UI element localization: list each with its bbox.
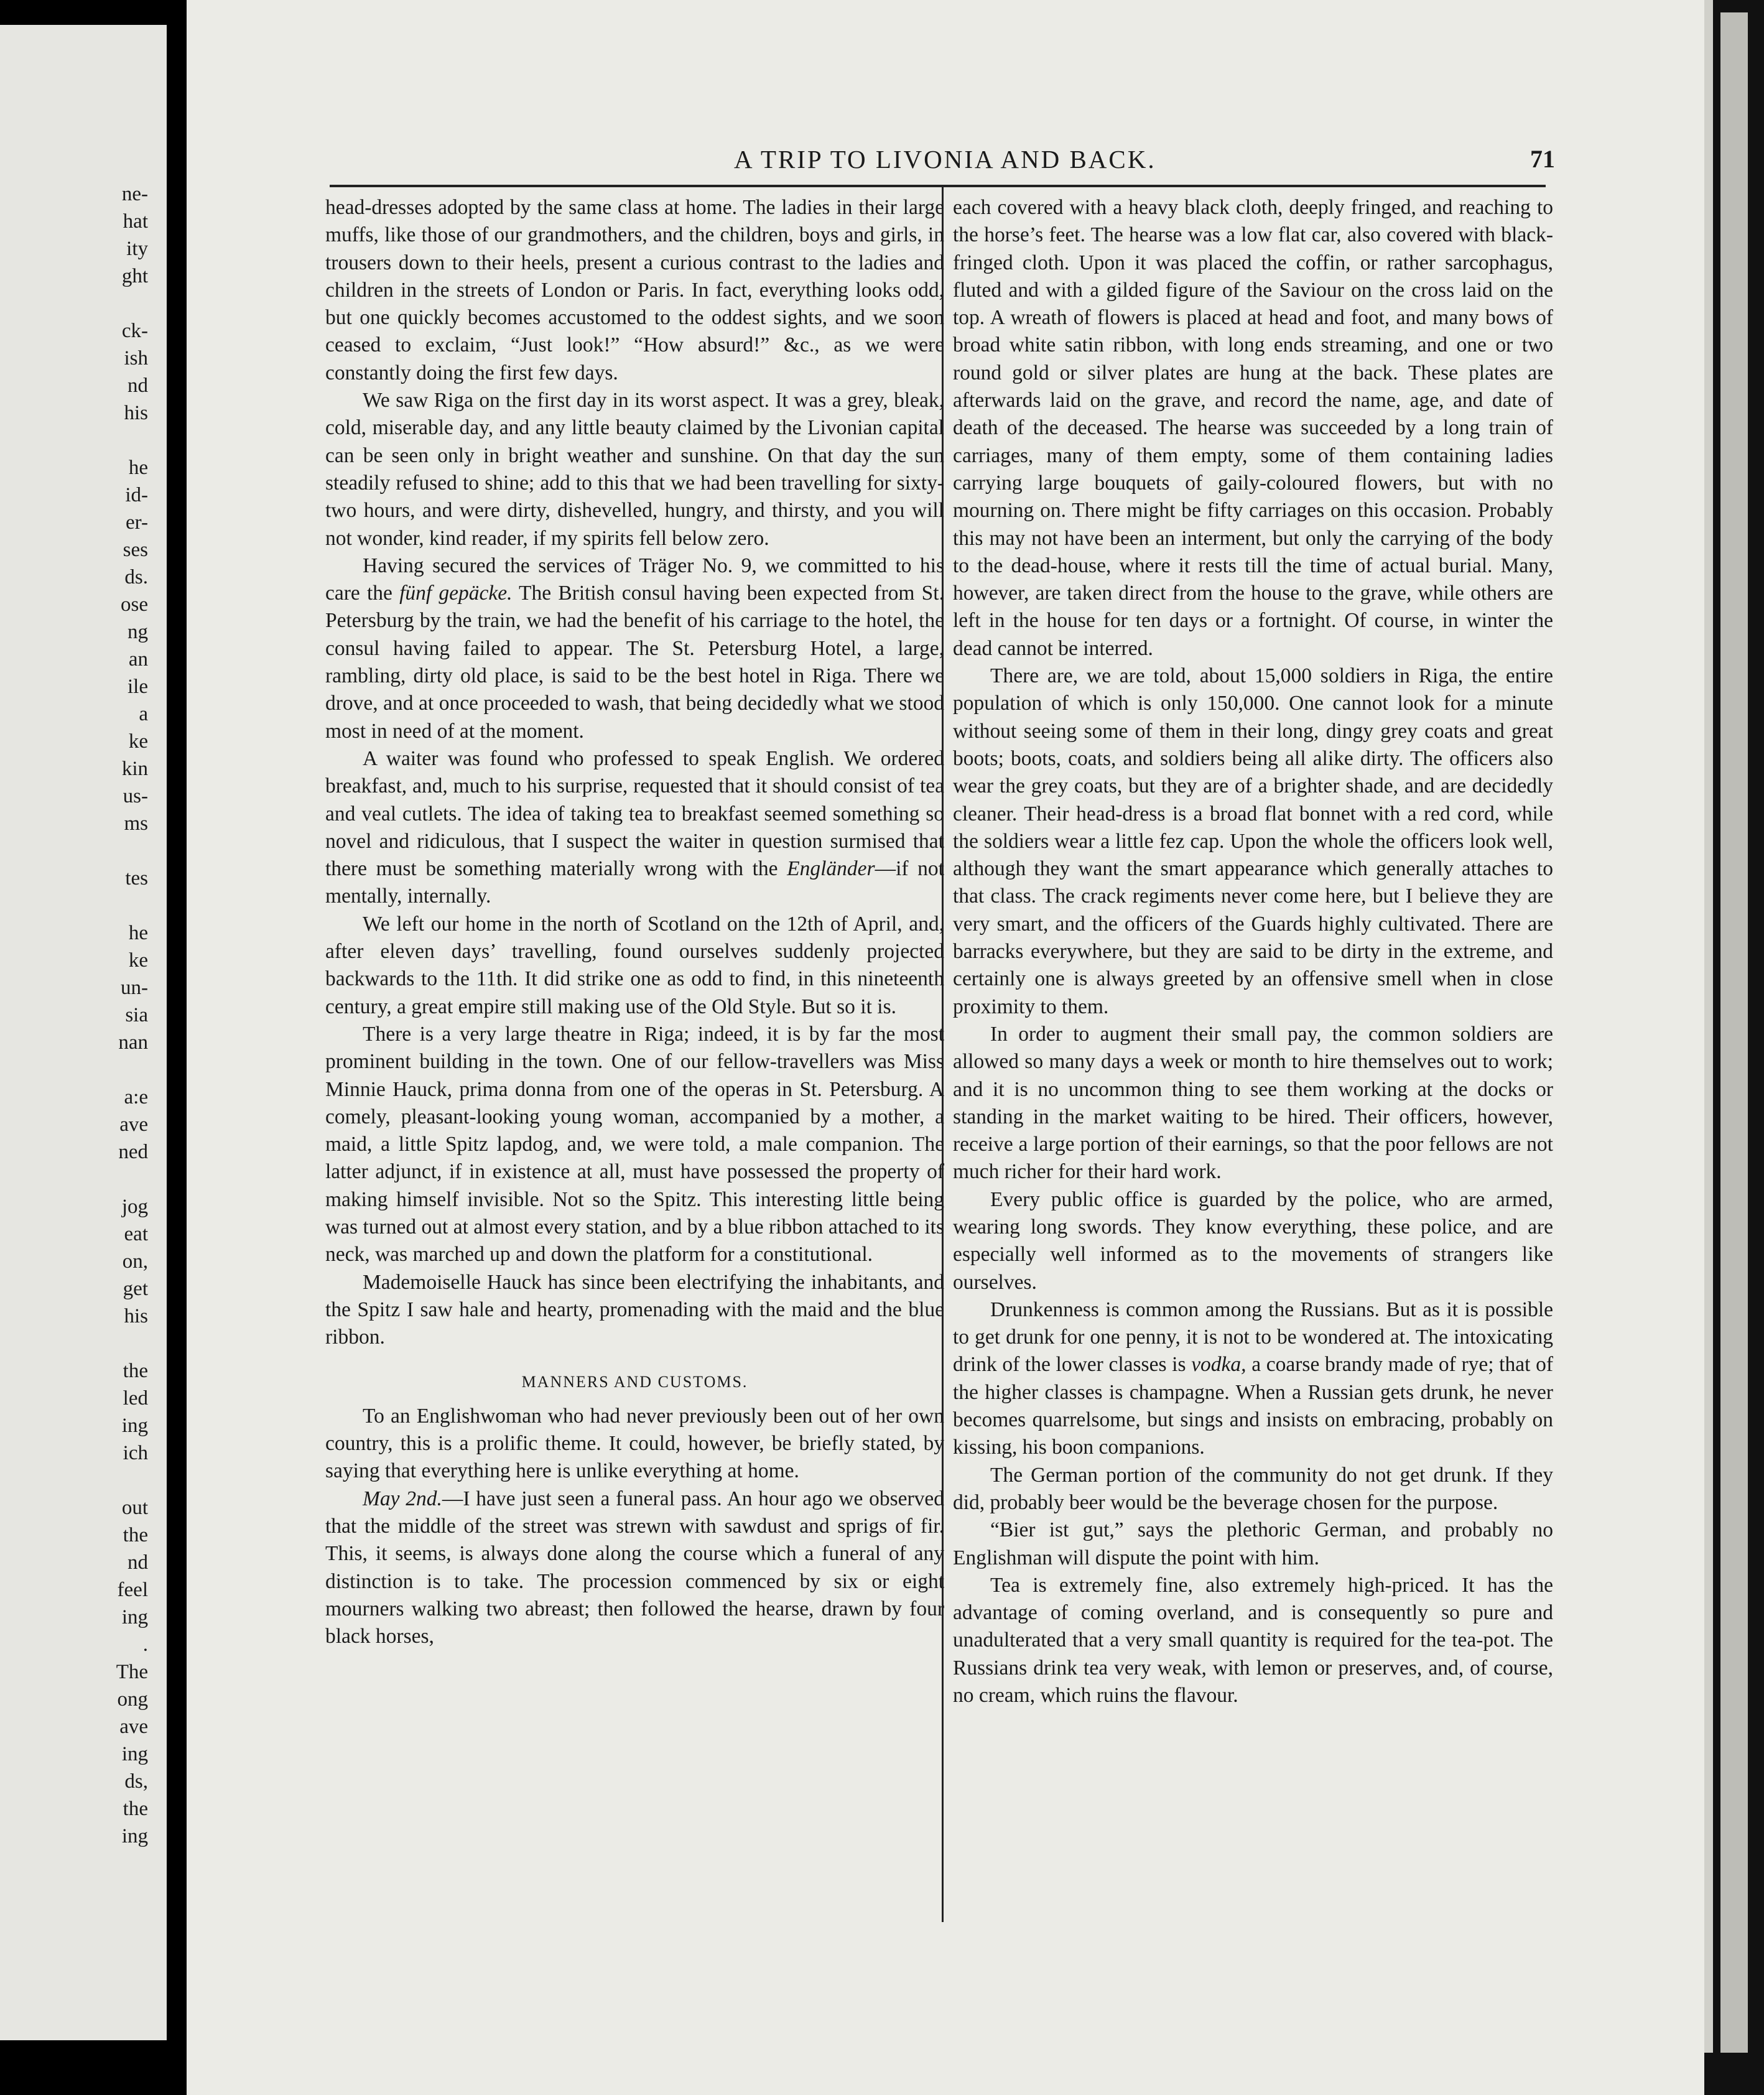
italic-word: vodka, xyxy=(1191,1353,1246,1377)
previous-page-fragment: his xyxy=(124,402,148,424)
previous-page-fragment: feel xyxy=(117,1579,148,1601)
previous-page-fragment: eat xyxy=(124,1223,148,1245)
previous-page-fragment: ing xyxy=(121,1825,148,1847)
previous-page-fragment: a:e xyxy=(124,1086,148,1108)
previous-page-fragment: jog xyxy=(121,1196,148,1218)
previous-page-fragment: led xyxy=(123,1387,148,1410)
previous-page-fragment: he xyxy=(128,457,148,479)
paragraph: head-dresses adopted by the same class at home. The ladies in their large muffs, like those of our grandmothers, and the children, boys and girls, in trousers down to their heels, present a curious contrast to the ladies and children in the streets of London or Paris. In fact, everything looks odd, but one quickly becomes accustomed to the oddest sights, and we soon ceased to exclaim, “Just look!” “How absurd!” &c., as we were constantly doing the first few days. xyxy=(325,196,944,384)
previous-page-fragment: id- xyxy=(125,484,148,506)
paragraph: Every public office is guarded by the police, who are armed, wearing long swords. They know everything, these police, and are especially well informed as to the movements of strangers like ourselves. xyxy=(953,1187,1553,1294)
previous-page-fragment: ing xyxy=(121,1414,148,1437)
previous-page-fragment: ght xyxy=(121,265,148,287)
left-column xyxy=(325,194,944,1650)
paragraph: We left our home in the north of Scotland on the 12th of April, and, after eleven days’ travelling, found ourselves suddenly projected backwards to the 11th. It did strike one as odd to find, in this nineteenth century, a great empire still making use of the Old Style. But so it is. xyxy=(325,912,944,1018)
previous-page-fragment: ich xyxy=(123,1442,148,1464)
previous-page-fragment: . xyxy=(142,1633,148,1656)
previous-page-edge xyxy=(0,25,167,2040)
previous-page-fragment: his xyxy=(124,1305,148,1327)
previous-page-fragment: out xyxy=(121,1497,148,1519)
paragraph: Drunkenness is common among the Russians. But as it is possible to get drunk for one penny, it is not to be wondered at. The intoxicating drink of the lower classes is vodka, a coarse brandy made of rye; that of the higher classes is champagne. When a Russian gets drunk, he never becomes quarrelsome, but sings and insists on embracing, probably on kissing, his boon companions. xyxy=(953,1298,1553,1459)
previous-page-fragment: ck- xyxy=(121,320,148,342)
previous-page-fragment: ses xyxy=(123,539,148,561)
previous-page-fragment: kin xyxy=(121,758,148,780)
page-number: 71 xyxy=(1530,145,1555,173)
previous-page-fragment: an xyxy=(128,648,148,671)
previous-page-fragment: ile xyxy=(128,676,148,698)
paragraph: Tea is extremely fine, also extremely high-priced. It has the advantage of coming overland, and is consequently so pure and unadulterated that a very small quantity is required for the tea-pot. The Russians drink tea very weak, with lemon or preserves, and, of course, no cream, which ruins the flavour. xyxy=(953,1573,1553,1707)
previous-page-fragment: ose xyxy=(121,593,148,616)
previous-page-fragment: a xyxy=(139,703,148,725)
previous-page-fragment: ke xyxy=(128,949,148,972)
paragraph: We saw Riga on the first day in its worst aspect. It was a grey, bleak, cold, miserable day, and any little beauty claimed by the Livonian capital can be seen only in bright weather and sunshine. On that day the sun steadily refused to shine; add to this that we had been travelling for sixty-two hours, and were dirty, dishevelled, hungry, and thirsty, and you will not wonder, kind reader, if my spirits fell below zero. xyxy=(325,389,944,550)
previous-page-fragment: nd xyxy=(128,374,148,397)
previous-page-fragment: The xyxy=(116,1661,148,1683)
paragraph: “Bier ist gut,” says the plethoric German, and probably no Englishman will dispute the point with him. xyxy=(953,1518,1553,1569)
previous-page-fragment: ned xyxy=(118,1141,148,1163)
running-title: A TRIP TO LIVONIA AND BACK. xyxy=(734,145,1156,174)
previous-page-fragment: ish xyxy=(124,347,148,369)
italic-phrase: fünf gepäcke. xyxy=(399,582,513,605)
previous-page-fragment: nan xyxy=(118,1031,148,1054)
previous-page-fragment: get xyxy=(123,1278,148,1300)
previous-page-fragment: ity xyxy=(126,238,148,260)
paragraph: There is a very large theatre in Riga; indeed, it is by far the most prominent building in the town. One of our fellow-travellers was Miss Minnie Hauck, prima donna from one of the operas in St. Petersburg. A comely, pleasant-looking young woman, accompanied by a mother, a maid, a little Spitz lapdog, and, we were told, a male companion. The latter adjunct, if in existence at all, must have possessed the property of making himself invisible. Not so the Spitz. This interesting little being was turned out at almost every station, and by a blue ribbon attached to its neck, was marched up and down the platform for a constitutional. xyxy=(325,1022,944,1266)
previous-page-fragment: sia xyxy=(125,1004,148,1026)
previous-page-fragment: the xyxy=(123,1524,148,1546)
previous-page-fragment: nd xyxy=(128,1551,148,1574)
previous-page-fragment: ing xyxy=(121,1606,148,1628)
paragraph: Having secured the services of Träger No. 9, we committed to his care the fünf gepäcke. The British consul having been expected from St. Petersburg by the train, we had the benefit of his carriage to the hotel, the consul having failed to appear. The St. Petersburg Hotel, a large, rambling, dirty old place, is said to be the best hotel in Riga. There we drove, and at once proceeded to wash, that being decidedly what we stood most in need of at the moment. xyxy=(325,554,944,743)
paragraph: each covered with a heavy black cloth, deeply fringed, and reaching to the horse’s feet. The hearse was a low flat car, also covered with black-fringed cloth. Upon it was placed the coffin, or rather sarcophagus, fluted and with a gilded figure of the Saviour on the cross laid on the top. A wreath of flowers is placed at head and foot, and many bows of broad white satin ribbon, with long ends streaming, and one or two round gold or silver plates are hung at the back. These plates are afterwards laid on the grave, and record the name, age, and date of death of the deceased. The hearse was succeeded by a long train of carriages, many of them empty, some of them containing ladies carrying large bouquets of gaily-coloured flowers, but with no mourning on. There might be fifty carriages on this occasion. Probably this may not have been an interment, but only the carrying of the body to the dead-house, where it rests till the time of actual burial. Many, however, are taken direct from the house to the grave, while others are left in the house for ten days or a fortnight. Of course, in winter the dead cannot be interred. xyxy=(953,196,1553,660)
section-heading: MANNERS AND CUSTOMS. xyxy=(521,1373,748,1391)
previous-page-fragment: ave xyxy=(119,1113,148,1136)
paragraph: May 2nd.—I have just seen a funeral pass. An hour ago we observed that the middle of the street was strewn with sawdust and sprigs of fir. This, it seems, is always done along the course which a funeral of any distinction is to take. The procession commenced by six or eight mourners walking two abreast; then followed the hearse, drawn by four black horses, xyxy=(325,1487,944,1648)
previous-page-fragment: ng xyxy=(128,621,148,643)
previous-page-fragment: on, xyxy=(122,1250,148,1273)
previous-page-fragment: ms xyxy=(124,812,148,835)
previous-page-fragment: ne- xyxy=(121,183,148,205)
previous-page-fragment: un- xyxy=(121,977,148,999)
previous-page-fragment: er- xyxy=(126,511,148,534)
previous-page-fragment: hat xyxy=(123,210,148,233)
previous-page-fragment: the xyxy=(123,1798,148,1820)
previous-page-fragment: ds. xyxy=(124,566,148,588)
previous-page-fragment: ing xyxy=(121,1743,148,1765)
paragraph: A waiter was found who professed to speak English. We ordered breakfast, and, much to his surprise, requested that it should consist of tea and veal cutlets. The idea of taking tea to breakfast seemed something so novel and ridiculous, that I suspect the waiter in question surmised that there must be something materially wrong with the Engländer—if not mentally, internally. xyxy=(325,746,944,908)
book-edge xyxy=(1704,0,1764,2095)
previous-page-fragment: ke xyxy=(128,730,148,753)
italic-phrase: Engländer xyxy=(787,857,875,881)
previous-page-fragment: ave xyxy=(119,1716,148,1738)
header-rule xyxy=(330,185,1546,187)
previous-page-fragment: us- xyxy=(123,785,148,807)
previous-page-fragment: tes xyxy=(125,867,148,890)
date-heading: May 2nd. xyxy=(363,1487,442,1510)
previous-page-fragment: ds, xyxy=(124,1770,148,1793)
right-column xyxy=(953,194,1553,1709)
paragraph: The German portion of the community do not get drunk. If they did, probably beer would be the beverage chosen for the purpose. xyxy=(953,1463,1553,1514)
previous-page-fragment: ong xyxy=(117,1688,148,1711)
previous-page-fragment: the xyxy=(123,1360,148,1382)
paragraph: Mademoiselle Hauck has since been electrifying the inhabitants, and the Spitz I saw hale and hearty, promenading with the maid and the blue ribbon. xyxy=(325,1270,944,1349)
paragraph: There are, we are told, about 15,000 soldiers in Riga, the entire population of which is only 150,000. One cannot look for a minute without seeing some of them in their long, dingy grey coats and great boots; boots, coats, and soldiers being all alike dirty. The officers also wear the grey coats, but they are of a brighter shade, and are decidedly cleaner. Their head-dress is a broad flat bonnet with a red cord, while the soldiers wear a little fez cap. Upon the whole the officers look well, although they want the smart appearance which generally attaches to that class. The crack regiments never come here, but I believe they are very smart, and the officers of the Guards highly cultivated. There are barracks everywhere, but they are said to be dirty in the extreme, and certainly one is always greeted by an offensive smell when in close proximity to them. xyxy=(953,664,1553,1018)
paragraph: To an Englishwoman who had never previously been out of her own country, this is a prolific theme. It could, however, be briefly stated, by saying that everything here is unlike everything at home. xyxy=(325,1404,944,1483)
paragraph: In order to augment their small pay, the common soldiers are allowed so many days a week or month to hire themselves out to work; and it is no uncommon thing to see them working at the docks or standing in the market waiting to be hired. Their officers, however, receive a large portion of their earnings, so that the poor fellows are not much richer for their hard work. xyxy=(953,1022,1553,1184)
page-header xyxy=(323,144,1555,182)
previous-page-fragment: he xyxy=(128,922,148,944)
